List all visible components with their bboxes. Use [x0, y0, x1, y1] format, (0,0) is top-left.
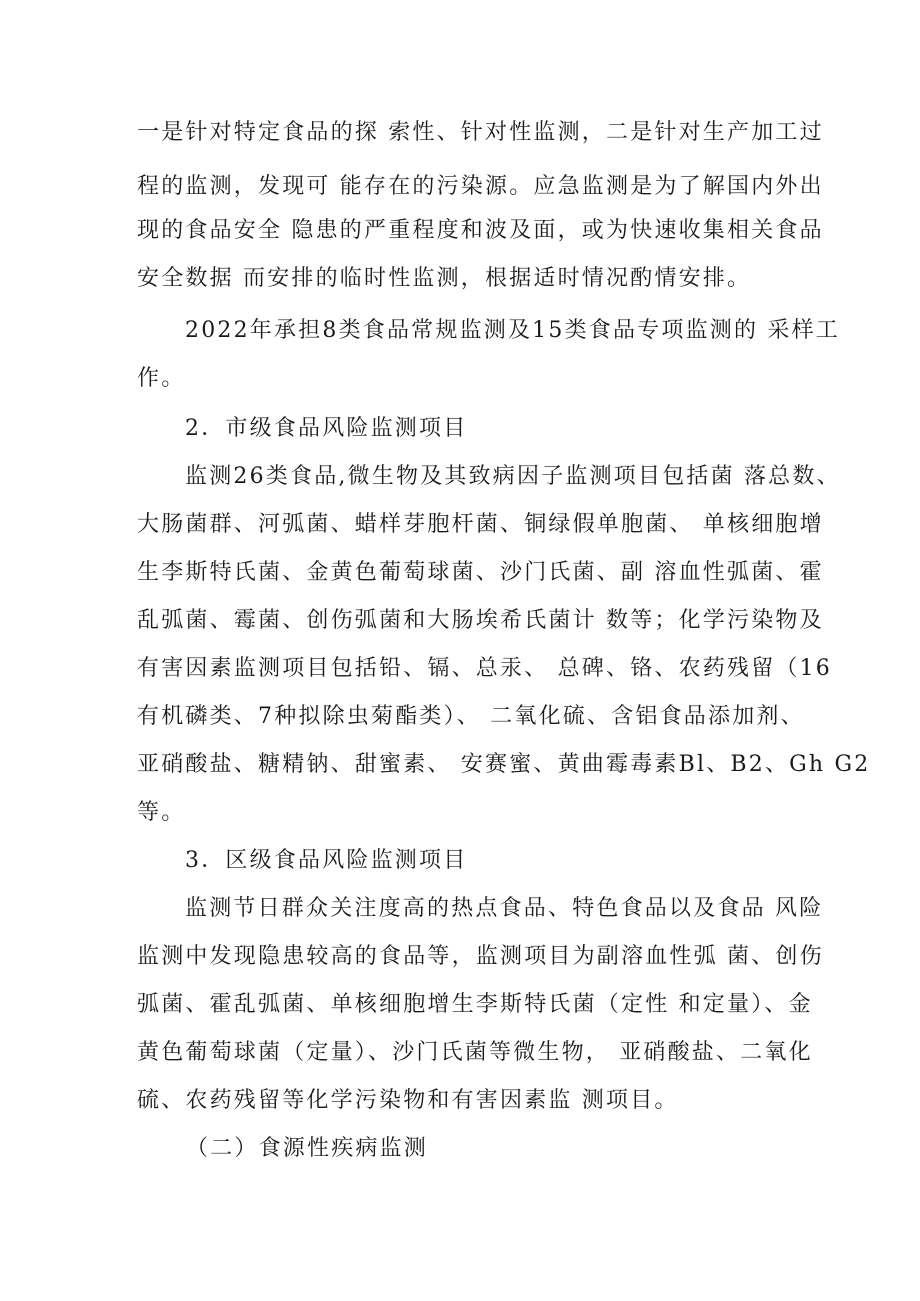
section-heading: 3．区级食品风险监测项目 [185, 848, 468, 873]
text-line: 安全数据 而安排的临时性监测，根据适时情况酌情安排。 [137, 266, 752, 291]
text-line: 监测26类食品,微生物及其致病因子监测项目包括菌 落总数、 [185, 464, 841, 489]
text-line: 作。 [137, 366, 186, 391]
text-line: 等。 [137, 800, 186, 825]
text-line: 亚硝酸盐、糖精钠、甜蜜素、 安赛蜜、黄曲霉毒素Bl、B2、Gh G2 [137, 752, 871, 777]
section-heading: 2．市级食品风险监测项目 [185, 416, 468, 441]
text-line: 乱弧菌、霉菌、创伤弧菌和大肠埃希氏菌计 数等；化学污染物及 [137, 608, 824, 633]
section-heading: （二）食源性疾病监测 [186, 1136, 429, 1161]
text-line: 监测中发现隐患较高的食品等，监测项目为副溶血性弧 菌、创伤 [137, 944, 824, 969]
text-line: 有害因素监测项目包括铅、镉、总汞、 总碑、铬、农药残留（16 [137, 656, 832, 681]
text-line: 有机磷类、7种拟除虫菊酯类）、 二氧化硫、含铝食品添加剂、 [137, 704, 805, 729]
text-line: 生李斯特氏菌、金黄色葡萄球菌、沙门氏菌、副 溶血性弧菌、霍 [137, 560, 824, 585]
text-line: 硫、农药残留等化学污染物和有害因素监 测项目。 [137, 1088, 679, 1113]
text-line: 大肠菌群、河弧菌、蜡样芽胞杆菌、铜绿假单胞菌、 单核细胞增 [137, 512, 824, 537]
text-line: 程的监测，发现可 能存在的污染源。应急监测是为了解国内外出 [137, 174, 824, 199]
text-line: 2022年承担8类食品常规监测及15类食品专项监测的 采样工 [185, 318, 840, 343]
text-line: 现的食品安全 隐患的严重程度和波及面，或为快速收集相关食品 [137, 218, 824, 243]
text-line: 一是针对特定食品的探 索性、针对性监测，二是针对生产加工过 [137, 120, 824, 145]
text-line: 弧菌、霍乱弧菌、单核细胞增生李斯特氏菌（定性 和定量）、金 [137, 992, 813, 1017]
text-line: 监测节日群众关注度高的热点食品、特色食品以及食品 风险 [185, 896, 824, 921]
text-line: 黄色葡萄球菌（定量）、沙门氏菌等微生物， 亚硝酸盐、二氧化 [137, 1040, 813, 1065]
